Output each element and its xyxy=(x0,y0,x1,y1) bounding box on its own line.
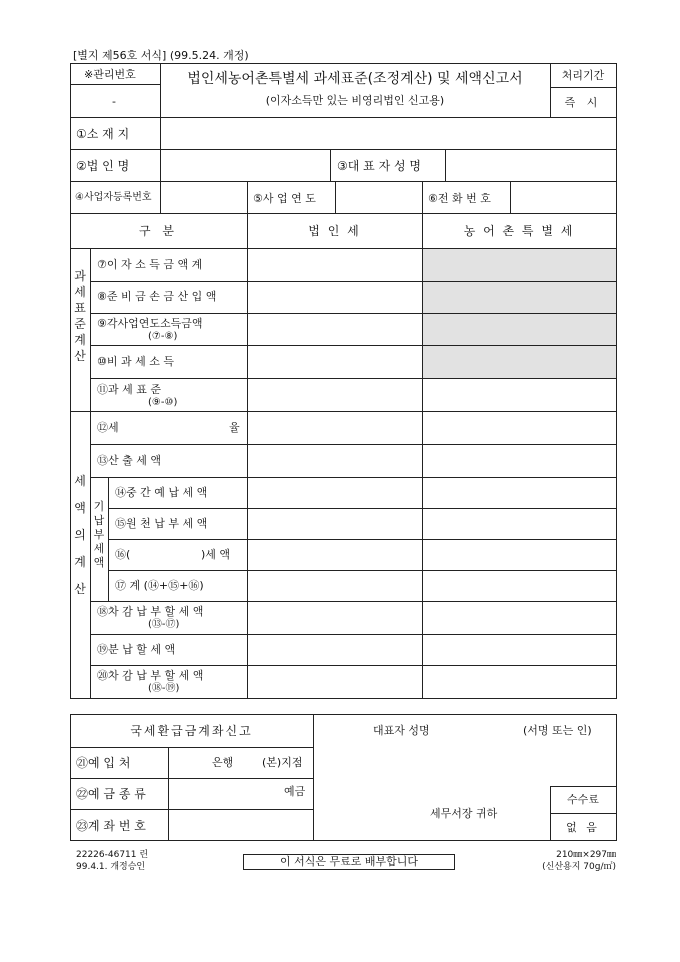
deposit-institution-field[interactable] xyxy=(170,749,311,777)
representative-signature-label: 대표자 성명 xyxy=(373,724,430,737)
phone-field[interactable] xyxy=(512,183,614,211)
signature-or-seal: (서명 또는 인) xyxy=(523,724,592,737)
row-business-year-income-formula: (⑦-⑧) xyxy=(148,331,178,342)
account-number-field[interactable] xyxy=(170,811,311,839)
form-title: 법인세농어촌특별세 과세표준(조정계산) 및 세액신고서 xyxy=(187,71,523,87)
processing-period-value: 즉 시 xyxy=(564,96,602,109)
business-reg-no-field[interactable] xyxy=(162,183,245,211)
representative-name-label: ③대 표 자 성 명 xyxy=(337,159,421,173)
corp-tax-interim-cell[interactable] xyxy=(249,479,421,507)
column-corporate-tax: 법 인 세 xyxy=(308,224,361,238)
corp-tax-reserve-cell[interactable] xyxy=(249,283,421,312)
shaded-cell xyxy=(423,314,616,345)
corp-tax-rate-cell[interactable] xyxy=(249,413,421,443)
address-field[interactable] xyxy=(162,119,614,147)
account-number-label: ㉓계 좌 번 호 xyxy=(76,819,146,833)
corp-tax-business-income-cell[interactable] xyxy=(249,315,421,344)
section-tax-amount-calculation: 세액의계산 xyxy=(74,474,86,596)
corp-tax-calculated-cell[interactable] xyxy=(249,446,421,476)
shaded-cell xyxy=(423,282,616,313)
row-tax-rate: ⑫세 xyxy=(97,421,119,434)
corp-tax-net-payable-cell[interactable] xyxy=(249,603,421,633)
rural-tax-rate-cell[interactable] xyxy=(424,413,615,443)
signature-field[interactable] xyxy=(450,718,518,740)
fiscal-year-field[interactable] xyxy=(337,183,420,211)
deposit-type-field[interactable] xyxy=(170,780,311,808)
row-tax-base-formula: (⑨-⑩) xyxy=(148,397,178,408)
row-final-tax-payable-formula: (⑱-⑲) xyxy=(148,683,180,694)
fee-label: 수수료 xyxy=(567,793,599,806)
rural-tax-installment-cell[interactable] xyxy=(424,636,615,664)
corp-name-label: ②법 인 명 xyxy=(76,159,130,173)
section-tax-base-calculation: 과세표준계산 xyxy=(74,269,86,363)
row-reserve-deduction: ⑧준 비 금 손 금 산 입 액 xyxy=(97,290,217,303)
rural-tax-other-cell[interactable] xyxy=(424,541,615,569)
deposit-type-label: ㉒예 금 종 류 xyxy=(76,787,146,801)
approval-date: 99.4.1. 개정승인 xyxy=(76,862,146,872)
form-subtitle: (이자소득만 있는 비영리법인 신고용) xyxy=(265,94,445,107)
fee-value: 없 음 xyxy=(566,821,600,834)
shaded-cell xyxy=(423,249,616,281)
management-number-label: ※관리번호 xyxy=(84,68,136,81)
row-net-tax-payable-formula: (⑬-⑰) xyxy=(148,619,180,630)
rural-tax-calculated-cell[interactable] xyxy=(424,446,615,476)
branch-suffix: (본)지점 xyxy=(262,756,303,769)
tax-office-addressee: 세무서장 귀하 xyxy=(430,807,498,820)
row-final-tax-payable: ⑳차 감 납 부 할 세 액 xyxy=(97,669,204,682)
corp-name-field[interactable] xyxy=(162,151,328,179)
corp-tax-interest-income-cell[interactable] xyxy=(249,250,421,280)
shaded-cell xyxy=(423,346,616,378)
rural-tax-withholding-cell[interactable] xyxy=(424,510,615,538)
row-interest-income-total: ⑦이 자 소 득 금 액 계 xyxy=(97,258,203,271)
row-non-taxable-income: ⑩비 과 세 소 득 xyxy=(97,355,174,368)
column-category: 구 분 xyxy=(139,224,178,238)
processing-period-label: 처리기간 xyxy=(561,69,605,82)
fiscal-year-label: ⑤사 업 연 도 xyxy=(253,192,316,205)
row-tax-rate-suffix: 율 xyxy=(229,421,240,434)
column-rural-special-tax: 농 어 촌 특 별 세 xyxy=(463,224,575,238)
rural-tax-tax-base-cell[interactable] xyxy=(424,380,615,410)
management-number-value: - xyxy=(112,95,116,108)
row-withholding-tax: ⑮원 천 납 부 세 액 xyxy=(115,517,208,530)
prepaid-tax-group-label: 기납부세액 xyxy=(93,500,105,569)
row-other-tax-open: ⑯( xyxy=(115,548,131,561)
corp-tax-non-taxable-cell[interactable] xyxy=(249,347,421,377)
corp-tax-withholding-cell[interactable] xyxy=(249,510,421,538)
form-header-note: [별지 제56호 서식] (99.5.24. 개정) xyxy=(73,49,249,62)
corp-tax-installment-cell[interactable] xyxy=(249,636,421,664)
address-label: ①소 재 지 xyxy=(76,127,130,141)
bank-suffix: 은행 xyxy=(212,756,234,769)
deposit-institution-label: ㉑예 입 처 xyxy=(76,756,131,770)
corp-tax-subtotal-cell[interactable] xyxy=(249,572,421,600)
rural-tax-subtotal-cell[interactable] xyxy=(424,572,615,600)
row-calculated-tax: ⑬산 출 세 액 xyxy=(97,454,161,467)
free-distribution-notice: 이 서식은 무료로 배부합니다 xyxy=(243,854,455,870)
row-installment-tax: ⑲분 납 할 세 액 xyxy=(97,643,176,656)
rural-tax-net-payable-cell[interactable] xyxy=(424,603,615,633)
corp-tax-other-cell[interactable] xyxy=(249,541,421,569)
paper-size: 210㎜×297㎜ xyxy=(556,850,616,860)
rural-tax-final-payable-cell[interactable] xyxy=(424,667,615,697)
row-other-tax-close: )세 액 xyxy=(201,548,231,561)
representative-name-field[interactable] xyxy=(447,151,614,179)
refund-account-header: 국세환급금계좌신고 xyxy=(130,724,253,738)
rural-tax-interim-cell[interactable] xyxy=(424,479,615,507)
row-business-year-income: ⑨각사업연도소득금액 xyxy=(97,317,203,330)
row-net-tax-payable: ⑱차 감 납 부 할 세 액 xyxy=(97,605,204,618)
form-code: 22226-46711 린 xyxy=(76,850,149,860)
row-tax-base: ⑪과 세 표 준 xyxy=(97,383,161,396)
business-reg-no-label: ④사업자등록번호 xyxy=(75,192,152,203)
phone-label: ⑥전 화 번 호 xyxy=(428,192,491,205)
deposit-type-suffix: 예금 xyxy=(284,785,306,798)
row-interim-prepaid-tax: ⑭중 간 예 납 세 액 xyxy=(115,486,208,499)
row-prepaid-subtotal: ⑰ 계 (⑭+⑮+⑯) xyxy=(115,579,204,592)
paper-type: (신산용지 70g/㎡) xyxy=(542,862,616,872)
corp-tax-final-payable-cell[interactable] xyxy=(249,667,421,697)
corp-tax-tax-base-cell[interactable] xyxy=(249,380,421,410)
